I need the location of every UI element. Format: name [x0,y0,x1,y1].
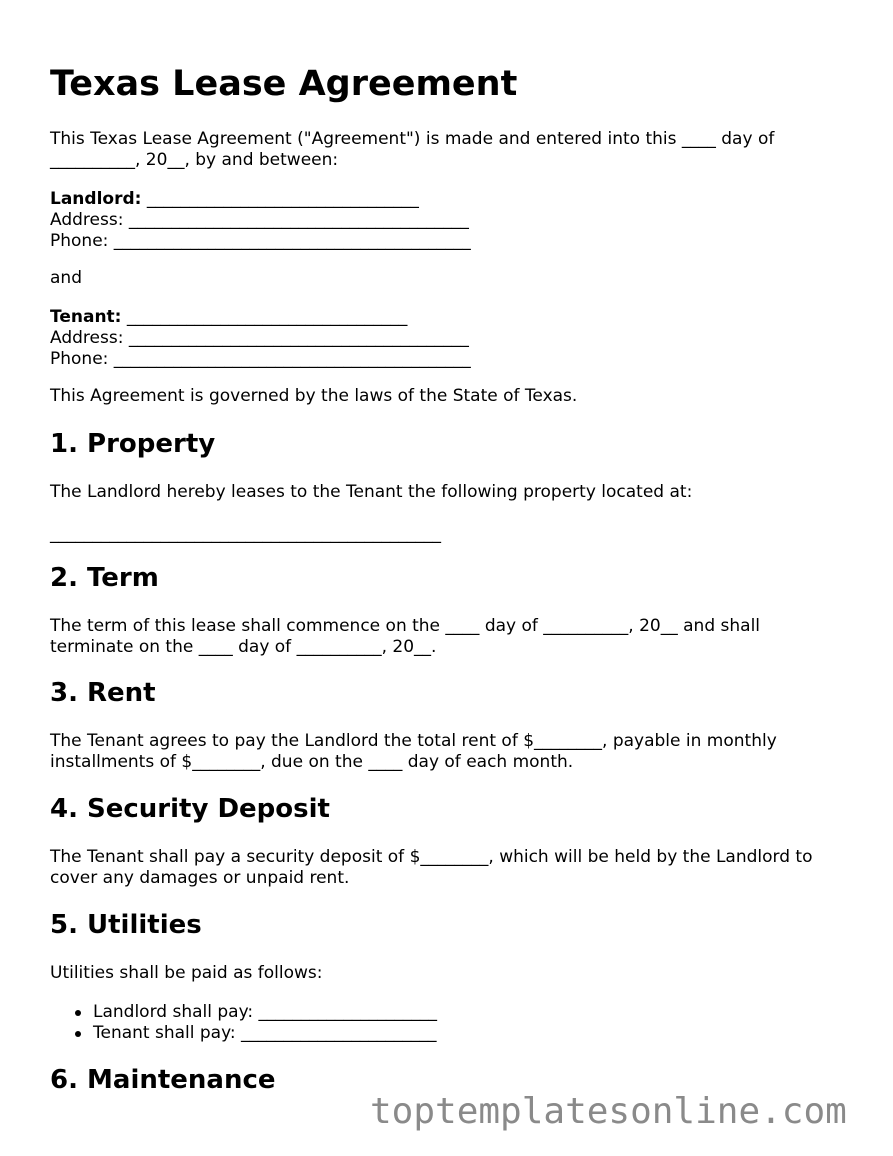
deposit-paragraph [50,847,840,889]
section-heading-property: 1. Property [50,429,216,459]
tenant-phone: Phone: __________________________________________ [50,349,471,369]
utilities-list [50,1002,437,1044]
and-text: and [50,268,82,288]
intro-paragraph [50,129,840,171]
watermark: toptemplatesonline.com [370,1091,847,1132]
list-item: Tenant shall pay: _______________________ [50,1023,437,1044]
intro-line: This Texas Lease Agreement ("Agreement") is made and entered into this ____ day of [50,129,775,149]
tenant-name-blank: _________________________________ [121,307,408,327]
landlord-phone: Phone: __________________________________________ [50,231,471,251]
tenant-block [50,307,840,370]
landlord-name-line [50,189,840,210]
document-title: Texas Lease Agreement [50,64,518,104]
section-heading-maintenance: 6. Maintenance [50,1065,276,1095]
rent-line: installments of $________, due on the ____ day of each month. [50,752,574,772]
governing-law-text: This Agreement is governed by the laws of the State of Texas. [50,386,578,406]
tenant-address: Address: ________________________________________ [50,328,469,348]
landlord-name-blank: ________________________________ [141,189,419,209]
intro-line: __________, 20__, by and between: [50,150,339,170]
section-heading-rent: 3. Rent [50,678,156,708]
property-text: The Landlord hereby leases to the Tenant the following property located at: [50,482,693,502]
landlord-label: Landlord: [50,189,142,209]
term-paragraph [50,616,840,658]
deposit-line: cover any damages or unpaid rent. [50,868,350,888]
rent-paragraph [50,731,840,773]
landlord-address: Address: ________________________________________ [50,210,469,230]
section-heading-security-deposit: 4. Security Deposit [50,794,330,824]
utilities-text: Utilities shall be paid as follows: [50,963,323,983]
tenant-name-line [50,307,840,328]
list-item: Landlord shall pay: _____________________ [50,1002,437,1023]
property-address-blank: ______________________________________________ [50,524,441,544]
landlord-block [50,189,840,252]
section-heading-utilities: 5. Utilities [50,910,202,940]
tenant-label: Tenant: [50,307,122,327]
term-line: terminate on the ____ day of __________, 20__. [50,637,437,657]
term-line: The term of this lease shall commence on the ____ day of __________, 20__ and shall [50,616,761,636]
deposit-line: The Tenant shall pay a security deposit of $________, which will be held by the Landlord to [50,847,813,867]
rent-line: The Tenant agrees to pay the Landlord the total rent of $________, payable in monthly [50,731,777,751]
section-heading-term: 2. Term [50,563,159,593]
